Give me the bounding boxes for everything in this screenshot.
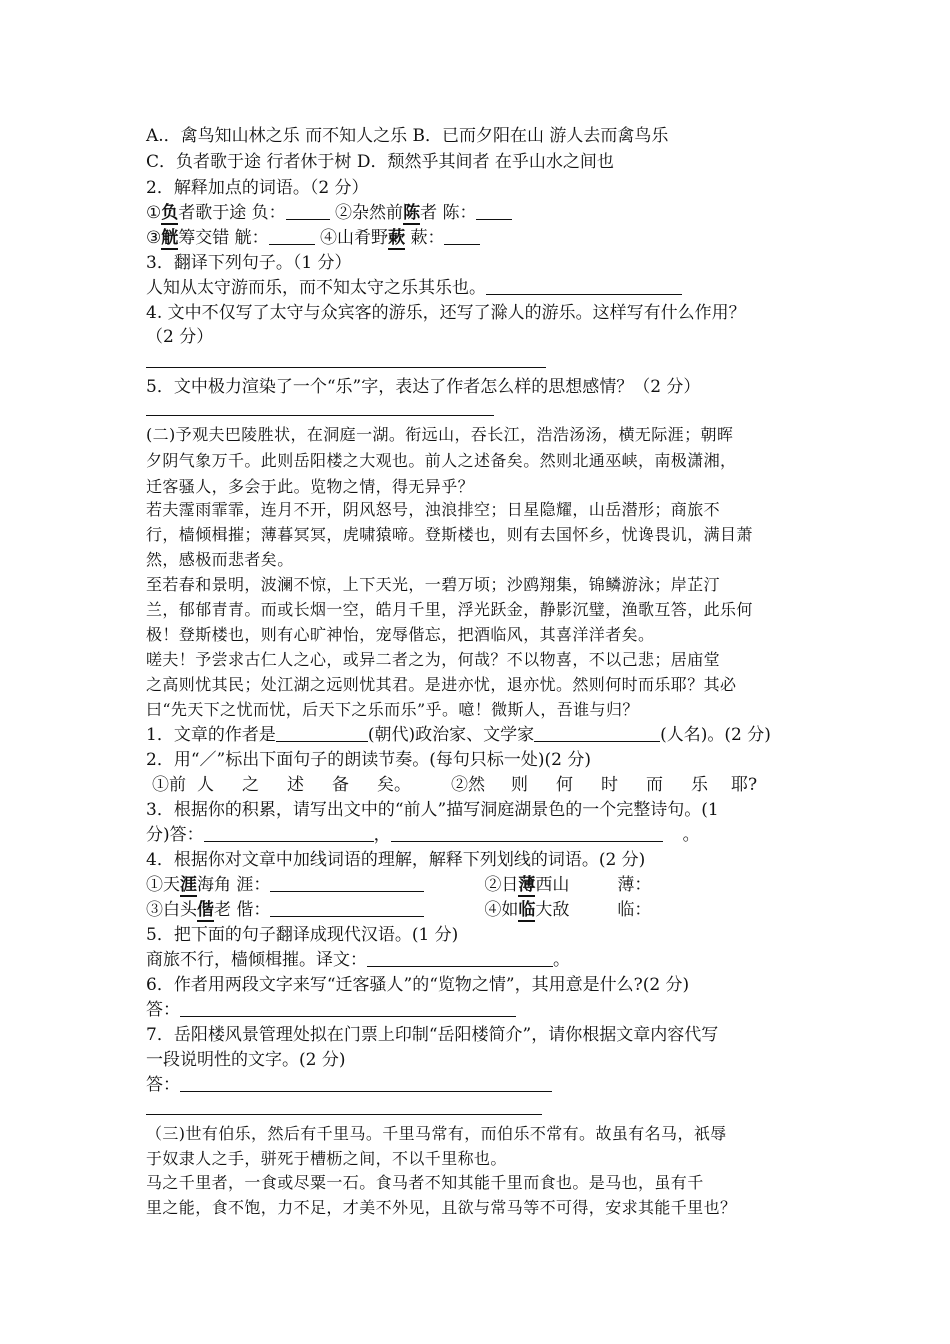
s2-question-3-answer: 分)答： ， 。 bbox=[146, 825, 700, 845]
answer-blank[interactable] bbox=[486, 278, 682, 295]
s2-question-4-row-1: ①天涯海角 涯： ②日薄西山 薄： bbox=[146, 875, 652, 895]
passage-2-line: 若夫霪雨霏霏，连月不开，阴风怒号，浊浪排空；日星隐耀，山岳潜形；商旅不 bbox=[146, 500, 721, 519]
question-3-title: 3．翻译下列句子。（1 分） bbox=[146, 253, 352, 273]
s2-question-3: 3．根据你的积累，请写出文中的“前人”描写洞庭湖景色的一个完整诗句。(1 bbox=[146, 800, 719, 820]
answer-blank[interactable] bbox=[270, 900, 424, 917]
question-3-sentence: 人知从太守游而乐，而不知太守之乐其乐也。 bbox=[146, 277, 682, 299]
s2-question-7-answer: 答： bbox=[146, 1074, 552, 1096]
s2-question-5-sentence: 商旅不行，樯倾楫摧。译文： 。 bbox=[146, 950, 570, 970]
options-cd: C．负者歌于途 行者休于树 D．颓然乎其间者 在乎山水之间也 bbox=[146, 152, 614, 172]
s2-question-2-sentences: ①前 人 之 述 备 矣。 ②然 则 何 时 而 乐 耶? bbox=[152, 775, 758, 795]
passage-2-line: (二)予观夫巴陵胜状，在洞庭一湖。衔远山，吞长江，浩浩汤汤，横无际涯；朝晖 bbox=[146, 425, 734, 444]
question-2-row-2: ③觥筹交错 觥： ④山肴野蔌 蔌： bbox=[146, 227, 480, 249]
passage-2-line: 曰“先天下之忧而忧，后天下之乐而乐”乎。噫！微斯人，吾谁与归？ bbox=[146, 700, 639, 719]
answer-blank[interactable] bbox=[180, 1075, 552, 1092]
answer-blank[interactable] bbox=[269, 228, 315, 245]
answer-line[interactable] bbox=[146, 415, 494, 416]
passage-2-line: 行，樯倾楫摧；薄暮冥冥，虎啸猿啼。登斯楼也，则有去国怀乡，忧谗畏讥，满目萧 bbox=[146, 525, 753, 544]
question-5-title: 5．文中极力渲染了一个“乐”字，表达了作者怎么样的思想感情？（2 分） bbox=[146, 377, 701, 397]
s2-question-6: 6．作者用两段文字来写“迁客骚人”的“览物之情”，其用意是什么?(2 分) bbox=[146, 975, 690, 995]
s2-question-4: 4．根据你对文章中加线词语的理解，解释下列划线的词语。(2 分) bbox=[146, 850, 646, 870]
passage-2-line: 迁客骚人，多会于此。览物之情，得无异乎？ bbox=[146, 477, 475, 496]
answer-blank[interactable] bbox=[391, 825, 663, 842]
passage-2-line: 夕阴气象万千。此则岳阳楼之大观也。前人之述备矣。然则北通巫峡，南极潇湘， bbox=[146, 451, 737, 470]
passage-2-line: 嗟夫！予尝求古仁人之心，或异二者之为，何哉？不以物喜，不以己悲；居庙堂 bbox=[146, 650, 721, 669]
s2-question-5: 5．把下面的句子翻译成现代汉语。(1 分) bbox=[146, 925, 459, 945]
s2-question-4-row-2: ③白头偕老 偕： ④如临大敌 临： bbox=[146, 900, 652, 920]
passage-3-line: （三)世有伯乐，然后有千里马。千里马常有，而伯乐不常有。故虽有名马，祇辱 bbox=[146, 1124, 727, 1143]
answer-blank[interactable] bbox=[180, 1000, 516, 1017]
passage-2-line: 之高则忧其民；处江湖之远则忧其君。是进亦忧，退亦忧。然则何时而乐耶？其必 bbox=[146, 675, 737, 694]
answer-blank[interactable] bbox=[204, 825, 374, 842]
passage-3-line: 里之能，食不饱，力不足，才美不外见，且欲与常马等不可得，安求其能千里也？ bbox=[146, 1198, 737, 1217]
answer-blank[interactable] bbox=[286, 203, 330, 220]
s2-question-7-cont: 一段说明性的文字。(2 分) bbox=[146, 1050, 346, 1070]
passage-2-line: 然，感极而悲者矣。 bbox=[146, 550, 294, 569]
passage-2-line: 至若春和景明，波澜不惊，上下天光，一碧万顷；沙鸥翔集，锦鳞游泳；岸芷汀 bbox=[146, 575, 721, 594]
options-ab: A.．禽鸟知山林之乐 而不知人之乐 B．已而夕阳在山 游人去而禽鸟乐 bbox=[146, 126, 669, 146]
answer-blank[interactable] bbox=[367, 950, 553, 967]
question-4-title: 4. 文中不仅写了太守与众宾客的游乐，还写了滁人的游乐。这样写有什么作用？ bbox=[146, 303, 746, 323]
question-4-score: （2 分） bbox=[146, 327, 214, 347]
question-2-row-1: ①负者歌于途 负： ②杂然前陈者 陈： bbox=[146, 202, 512, 224]
answer-blank[interactable] bbox=[276, 725, 368, 742]
answer-blank[interactable] bbox=[270, 875, 424, 892]
s2-question-6-answer: 答： bbox=[146, 999, 516, 1021]
answer-blank[interactable] bbox=[476, 203, 512, 220]
question-2-title: 2．解释加点的词语。（2 分） bbox=[146, 178, 369, 198]
passage-3-line: 于奴隶人之手，骈死于槽枥之间，不以千里称也。 bbox=[146, 1149, 507, 1168]
answer-blank[interactable] bbox=[444, 228, 480, 245]
s2-question-1: 1．文章的作者是 (朝代)政治家、文学家 (人名)。(2 分) bbox=[146, 725, 771, 745]
s2-question-7: 7．岳阳楼风景管理处拟在门票上印制“岳阳楼简介”，请你根据文章内容代写 bbox=[146, 1025, 719, 1045]
passage-2-line: 极！登斯楼也，则有心旷神怡，宠辱偕忘，把酒临风，其喜洋洋者矣。 bbox=[146, 625, 655, 644]
passage-2-line: 兰，郁郁青青。而或长烟一空，皓月千里，浮光跃金，静影沉璧，渔歌互答，此乐何 bbox=[146, 600, 753, 619]
s2-question-2: 2．用“／”标出下面句子的朗读节奏。(每句只标一处)(2 分) bbox=[146, 750, 591, 770]
answer-line[interactable] bbox=[146, 1114, 542, 1115]
answer-line[interactable] bbox=[146, 367, 546, 368]
passage-3-line: 马之千里者，一食或尽粟一石。食马者不知其能千里而食也。是马也，虽有千 bbox=[146, 1173, 704, 1192]
answer-blank[interactable] bbox=[534, 725, 660, 742]
